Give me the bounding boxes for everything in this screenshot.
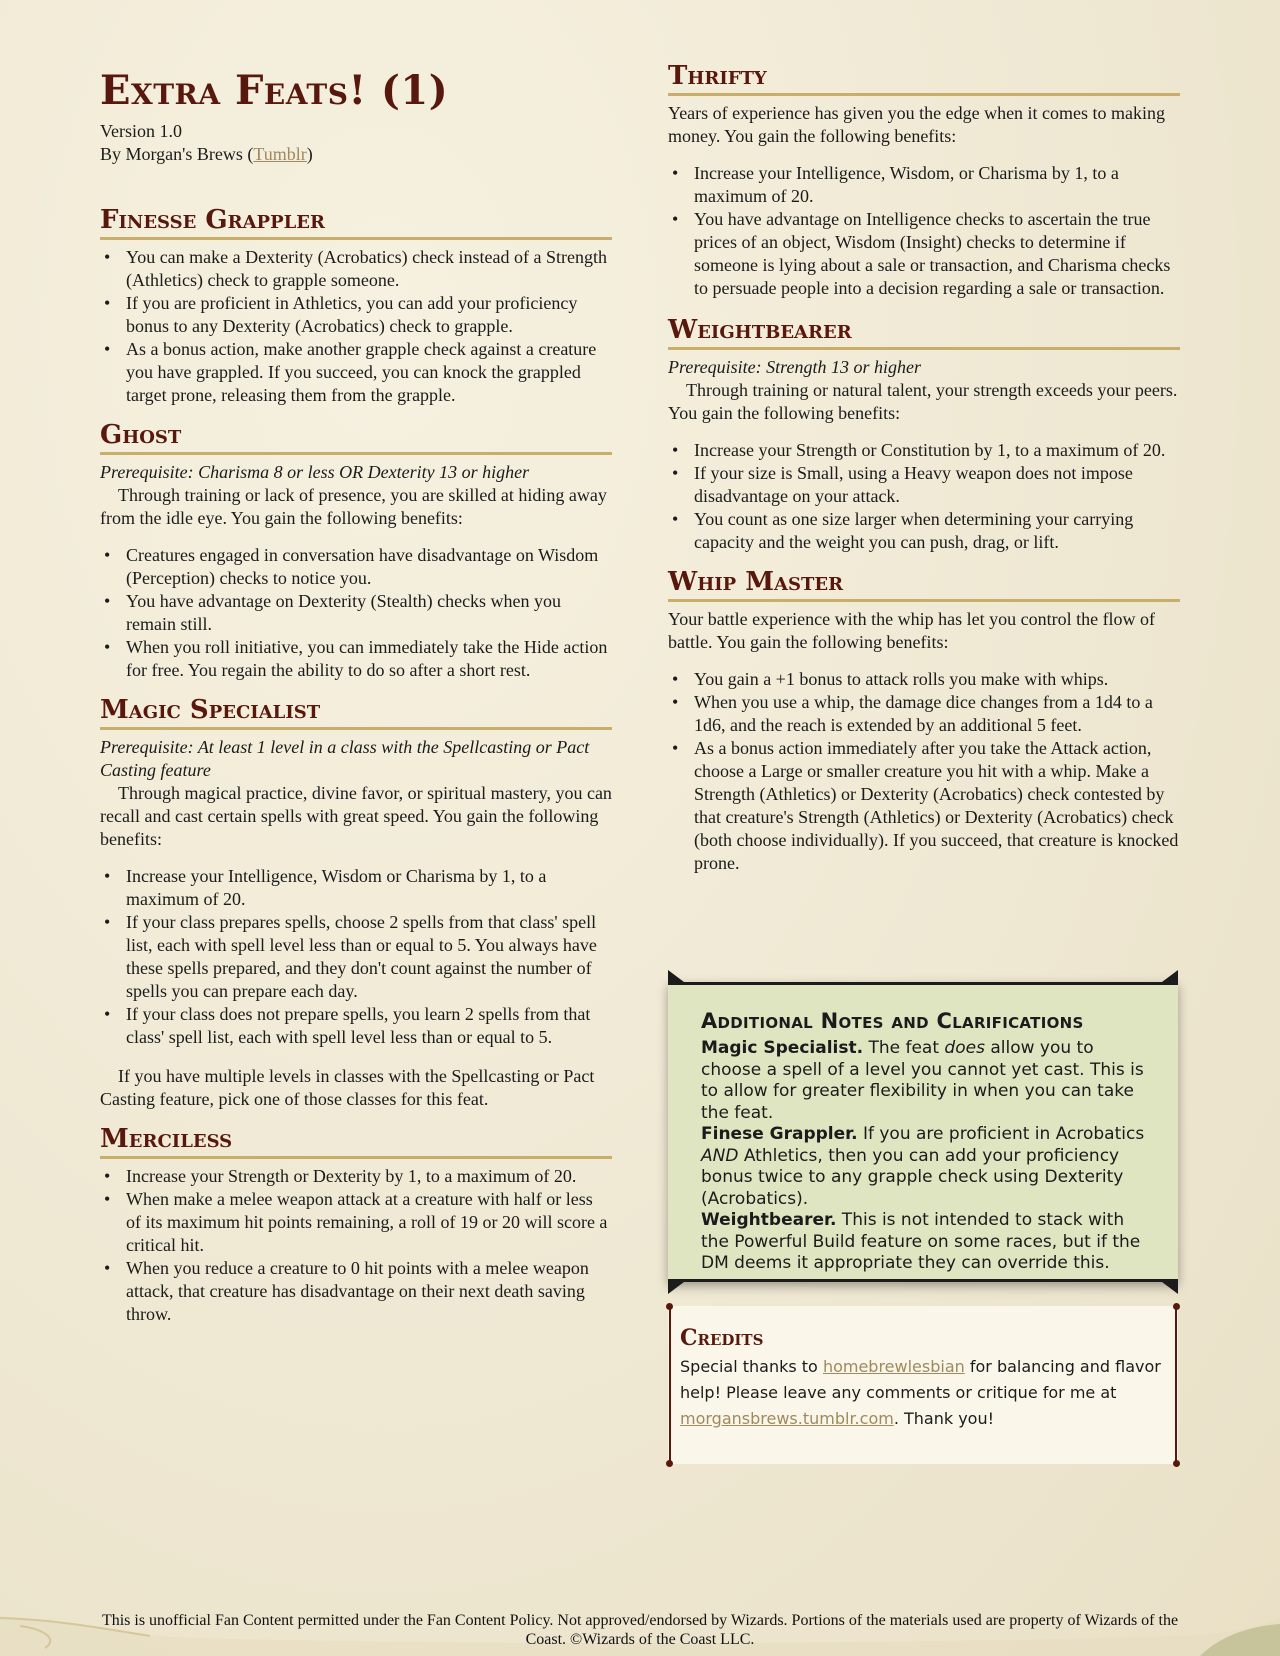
bullet: • xyxy=(104,591,111,611)
list-item xyxy=(100,246,612,292)
list-item-text: If you are proficient in Athletics, you can add your proficiency bonus to any Dexterity (Acrobatics) check to grapple. xyxy=(126,293,578,336)
byline-prefix: By Morgan's Brews ( xyxy=(100,144,254,164)
byline xyxy=(100,143,612,166)
note-emphasis: AND xyxy=(701,1145,739,1166)
list-item-text: You have advantage on Dexterity (Stealth) checks when you remain still. xyxy=(126,591,562,634)
note-text: Athletics, then you can add your proficiency bonus twice to any grapple check using Dexterity (Acrobatics). xyxy=(701,1145,1124,1209)
list-item-text: When you use a whip, the damage dice changes from a 1d4 to a 1d6, and the reach is extended by an additional 5 feet. xyxy=(694,692,1153,735)
credits-content xyxy=(680,1324,1164,1432)
credits-heading: Credits xyxy=(680,1325,764,1351)
right-column xyxy=(668,60,1180,875)
note-emphasis: does xyxy=(944,1038,985,1058)
rule-dot xyxy=(1173,1303,1180,1310)
list-item xyxy=(100,292,612,338)
heading-ghost: Ghost xyxy=(100,419,612,455)
list-item xyxy=(668,691,1180,737)
note-text: If you are proficient in Acrobatics xyxy=(857,1124,1145,1144)
bullet: • xyxy=(672,163,679,183)
bullet: • xyxy=(104,293,111,313)
heading-finesse-grappler: Finesse Grappler xyxy=(100,204,612,240)
note-text: This is not intended to stack with the Powerful Build feature on some races, but if the DM deems it appropriate they can override this. xyxy=(701,1210,1141,1273)
weight-list xyxy=(668,439,1180,554)
bullet: • xyxy=(672,669,679,689)
bullet: • xyxy=(672,509,679,529)
notes-top-bar xyxy=(668,982,1178,985)
list-item-text: You have advantage on Intelligence checks to ascertain the true prices of an object, Wisdom (Insight) checks to determine if someone is lying about a sale or transaction, and Charisma checks to persuade people into a decision regarding a sale or transaction. xyxy=(694,209,1171,298)
bullet: • xyxy=(104,339,111,359)
note-label: Magic Specialist. xyxy=(701,1038,864,1058)
list-item xyxy=(100,1188,612,1257)
note-label: Finese Grappler. xyxy=(701,1124,858,1144)
list-item xyxy=(100,1165,612,1188)
bullet: • xyxy=(672,738,679,758)
thrifty-intro: Years of experience has given you the edge when it comes to making money. You gain the following benefits: xyxy=(668,103,1166,146)
version: Version 1.0 xyxy=(100,121,182,141)
magic-outro: If you have multiple levels in classes with the Spellcasting or Pact Casting feature, pick one of those classes for this feat. xyxy=(100,1066,595,1109)
byline-suffix: ) xyxy=(306,144,313,164)
bullet: • xyxy=(104,1189,111,1209)
credits-rule xyxy=(669,1306,671,1464)
thrifty-list xyxy=(668,162,1180,300)
left-column xyxy=(100,60,612,1326)
notes-content xyxy=(701,1008,1154,1275)
ghost-intro: Through training or lack of presence, you are skilled at hiding away from the idle eye. You gain the following benefits: xyxy=(100,485,607,528)
credits-rule xyxy=(1175,1306,1177,1464)
finesse-list xyxy=(100,246,612,407)
list-item xyxy=(100,1257,612,1326)
list-item xyxy=(100,865,612,911)
notes-bottom-bar xyxy=(668,1279,1178,1282)
bullet: • xyxy=(104,1004,111,1024)
list-item xyxy=(668,162,1180,208)
bullet: • xyxy=(104,1258,111,1278)
list-item-text: Increase your Intelligence, Wisdom or Charisma by 1, to a maximum of 20. xyxy=(126,866,547,909)
list-item xyxy=(100,544,612,590)
note-text: The feat xyxy=(863,1038,945,1058)
credits-text-part: Special thanks to xyxy=(680,1357,823,1376)
list-item-text: You can make a Dexterity (Acrobatics) check instead of a Strength (Athletics) check to grapple someone. xyxy=(126,247,608,290)
list-item xyxy=(100,636,612,682)
list-item-text: If your class does not prepare spells, you learn 2 spells from that class' spell list, each with spell level less than or equal to 5. xyxy=(126,1004,591,1047)
note-weightbearer xyxy=(701,1210,1154,1275)
corner-ornament xyxy=(1162,970,1178,982)
magic-intro: Through magical practice, divine favor, or spiritual mastery, you can recall and cast certain spells with great speed. You gain the following benefits: xyxy=(100,783,612,849)
bullet: • xyxy=(672,692,679,712)
heading-whip-master: Whip Master xyxy=(668,566,1180,602)
credits-text-part: for balancing and flavor help! Please leave any comments or critique for me at xyxy=(680,1357,1161,1402)
list-item xyxy=(668,737,1180,875)
list-item-text: When you roll initiative, you can immediately take the Hide action for free. You regain the ability to do so after a short rest. xyxy=(126,637,608,680)
credits-text xyxy=(680,1354,1164,1432)
note-magic xyxy=(701,1038,1154,1124)
rule-dot xyxy=(1173,1460,1180,1467)
magic-prereq: Prerequisite: At least 1 level in a class with the Spellcasting or Pact Casting feature xyxy=(100,737,590,780)
list-item xyxy=(668,208,1180,300)
list-item xyxy=(668,439,1180,462)
list-item-text: You count as one size larger when determining your carrying capacity and the weight you can push, drag, or lift. xyxy=(694,509,1134,552)
bullet: • xyxy=(104,545,111,565)
rule-dot xyxy=(666,1460,673,1467)
list-item-text: As a bonus action immediately after you take the Attack action, choose a Large or smaller creature you hit with a whip. Make a Strength (Athletics) or Dexterity (Acrobatics) check contested by that creature's Strength (Athletics) or Dexterity (Acrobatics) check (both choose individually). If you succeed, that creature is knocked prone. xyxy=(694,738,1179,873)
bullet: • xyxy=(672,463,679,483)
list-item xyxy=(100,1003,612,1049)
note-label: Weightbearer. xyxy=(701,1210,837,1230)
corner-ornament xyxy=(1162,1282,1178,1294)
corner-ornament xyxy=(668,970,684,982)
note-text: allow you to choose a spell of a level you cannot yet cast. This is to allow for greater flexibility in when you can take the feat. xyxy=(701,1038,1144,1123)
list-item xyxy=(100,590,612,636)
list-item-text: When you reduce a creature to 0 hit points with a melee weapon attack, that creature has disadvantage on their next death saving throw. xyxy=(126,1258,589,1324)
heading-merciless: Merciless xyxy=(100,1123,612,1159)
weight-prereq: Prerequisite: Strength 13 or higher xyxy=(668,357,921,377)
credits-text-part: . Thank you! xyxy=(893,1409,995,1428)
list-item xyxy=(668,462,1180,508)
ghost-list xyxy=(100,544,612,682)
bullet: • xyxy=(672,209,679,229)
homebrewlesbian-link[interactable]: homebrewlesbian xyxy=(822,1357,965,1376)
list-item-text: Increase your Intelligence, Wisdom, or Charisma by 1, to a maximum of 20. xyxy=(694,163,1119,206)
corner-ornament xyxy=(668,1282,684,1294)
list-item-text: If your size is Small, using a Heavy weapon does not impose disadvantage on your attack. xyxy=(694,463,1133,506)
bullet: • xyxy=(672,440,679,460)
heading-weightbearer: Weightbearer xyxy=(668,314,1180,350)
list-item xyxy=(668,668,1180,691)
list-item-text: You gain a +1 bonus to attack rolls you make with whips. xyxy=(694,669,1109,689)
bullet: • xyxy=(104,247,111,267)
bullet: • xyxy=(104,1166,111,1186)
merciless-list xyxy=(100,1165,612,1326)
list-item-text: When make a melee weapon attack at a creature with half or less of its maximum hit points remaining, a roll of 19 or 20 will score a critical hit. xyxy=(126,1189,608,1255)
morgansbrews-link[interactable]: morgansbrews.tumblr.com xyxy=(680,1409,894,1428)
whip-list xyxy=(668,668,1180,875)
list-item-text: Increase your Strength or Dexterity by 1, to a maximum of 20. xyxy=(126,1166,577,1186)
heading-magic-specialist: Magic Specialist xyxy=(100,694,612,730)
heading-thrifty: Thrifty xyxy=(668,60,1180,96)
list-item xyxy=(668,508,1180,554)
list-item-text: Increase your Strength or Constitution by 1, to a maximum of 20. xyxy=(694,440,1166,460)
list-item xyxy=(100,911,612,1003)
footer-legal: This is unofficial Fan Content permitted under the Fan Content Policy. Not approved/endorsed by Wizards. Portions of the materials used are property of Wizards of the Coast. ©Wizards of the Coast LLC. xyxy=(101,1612,1179,1648)
note-finesse xyxy=(701,1124,1154,1210)
list-item xyxy=(100,338,612,407)
bullet: • xyxy=(104,866,111,886)
credits-box xyxy=(668,1306,1178,1464)
tumblr-link[interactable]: Tumblr xyxy=(253,144,307,164)
weight-intro: Through training or natural talent, your strength exceeds your peers. You gain the following benefits: xyxy=(668,380,1178,423)
list-item-text: If your class prepares spells, choose 2 spells from that class' spell list, each with spell level less than or equal to 5. You always have these spells prepared, and they don't count against the number of spells you can prepare each day. xyxy=(126,912,597,1001)
notes-box xyxy=(668,982,1178,1282)
page-title: Extra Feats! (1) xyxy=(100,67,449,114)
ghost-prereq: Prerequisite: Charisma 8 or less OR Dexterity 13 or higher xyxy=(100,462,530,482)
whip-intro: Your battle experience with the whip has let you control the flow of battle. You gain the following benefits: xyxy=(668,609,1156,652)
bullet: • xyxy=(104,637,111,657)
list-item-text: As a bonus action, make another grapple check against a creature you have grappled. If you succeed, you can knock the grappled target prone, releasing them from the grapple. xyxy=(126,339,597,405)
bullet: • xyxy=(104,912,111,932)
magic-list xyxy=(100,865,612,1049)
rule-dot xyxy=(666,1303,673,1310)
list-item-text: Creatures engaged in conversation have disadvantage on Wisdom (Perception) checks to notice you. xyxy=(126,545,599,588)
notes-heading: Additional Notes and Clarifications xyxy=(701,1009,1084,1033)
